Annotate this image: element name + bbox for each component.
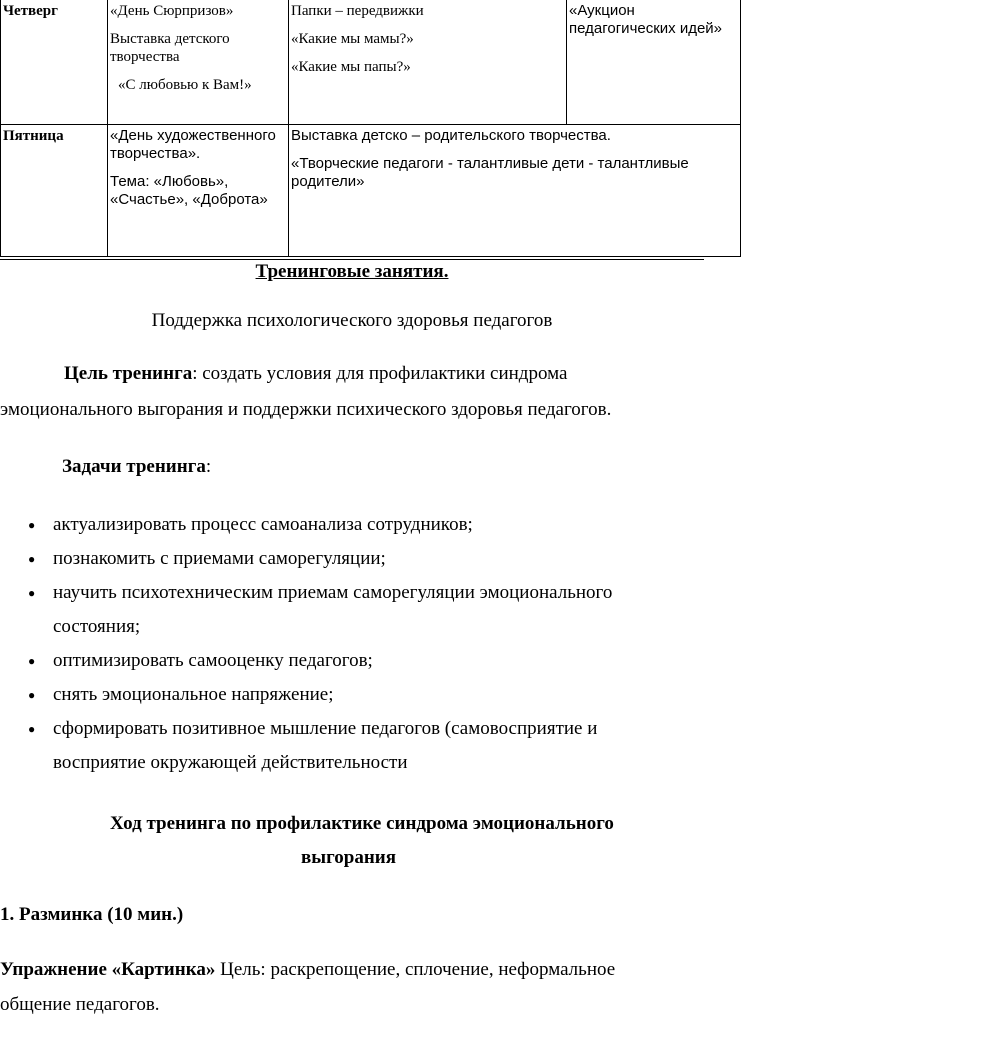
list-item: ● сформировать позитивное мышление педагогов (самовосприятие и — [0, 712, 704, 746]
event-text: Выставка детского творчества — [110, 31, 230, 65]
event-text: «С любовью к Вам!» — [118, 77, 252, 93]
event-cell-friday — [108, 125, 289, 257]
course-title-continuation: выгорания — [301, 847, 396, 868]
tasks-colon: : — [205, 456, 212, 477]
exercise-label: Упражнение «Картинка» — [0, 959, 216, 980]
list-item: ● снять эмоциональное напряжение; — [0, 678, 704, 712]
section-subtitle: Поддержка психологического здоровья педагогов — [151, 310, 553, 331]
teachers-text: «Аукцион педагогических идей» — [569, 2, 723, 37]
bullet-icon: ● — [28, 518, 36, 532]
parents-text: «Какие мы мамы?» — [291, 31, 414, 47]
exercise-text: Цель: раскрепощение, сплочение, неформальное — [215, 959, 616, 980]
event-text: Тема: «Любовь», «Счастье», «Доброта» — [110, 173, 268, 208]
goal-label: Цель тренинга — [64, 363, 193, 384]
goal-text: : создать условия для профилактики синдрома — [192, 363, 568, 384]
event-title: «День художественного творчества». — [110, 127, 276, 162]
parents-cell-thursday — [289, 0, 567, 125]
parents-text: Папки – передвижки — [291, 3, 424, 19]
list-item: ● познакомить с приемами саморегуляции; — [0, 542, 704, 576]
exercise-paragraph — [0, 958, 704, 982]
table-row-thursday — [1, 0, 741, 125]
event-cell-thursday — [108, 0, 289, 125]
day-cell-friday: Пятница — [1, 125, 108, 257]
table-row-friday — [1, 125, 741, 257]
goal-paragraph — [0, 362, 768, 386]
bullet-icon: ● — [28, 586, 36, 600]
bullet-icon: ● — [28, 654, 36, 668]
bullet-icon: ● — [28, 552, 36, 566]
tasks-heading — [0, 455, 766, 479]
course-title: Ход тренинга по профилактике синдрома эмоционального — [110, 813, 614, 834]
section-1-heading: 1. Разминка (10 мин.) — [0, 904, 184, 925]
tasks-list — [0, 508, 704, 780]
list-item-continuation: состояния; — [53, 616, 141, 637]
bullet-icon: ● — [28, 722, 36, 736]
parents-text: «Какие мы папы?» — [291, 59, 411, 75]
tasks-label: Задачи тренинга — [62, 456, 206, 477]
bullet-icon: ● — [28, 688, 36, 702]
list-item: ● научить психотехническим приемам саморегуляции эмоционального — [0, 576, 704, 610]
goal-paragraph-continuation: эмоционального выгорания и поддержки психического здоровья педагогов. — [0, 399, 612, 420]
parents-cell-friday — [289, 125, 741, 257]
exercise-paragraph-continuation: общение педагогов. — [0, 994, 160, 1015]
parents-text: «Творческие педагоги - талантливые дети - талантливые родители» — [291, 155, 689, 190]
teachers-cell-thursday — [567, 0, 741, 125]
section-heading: Тренинговые занятия. — [255, 261, 449, 282]
event-title: «День Сюрпризов» — [110, 3, 234, 19]
schedule-table — [0, 0, 723, 260]
day-cell-thursday: Четверг — [1, 0, 108, 125]
parents-text: Выставка детско – родительского творчества. — [291, 127, 611, 144]
list-item-continuation: восприятие окружающей действительности — [53, 752, 408, 773]
list-item: ● актуализировать процесс самоанализа сотрудников; — [0, 508, 704, 542]
list-item: ● оптимизировать самооценку педагогов; — [0, 644, 704, 678]
